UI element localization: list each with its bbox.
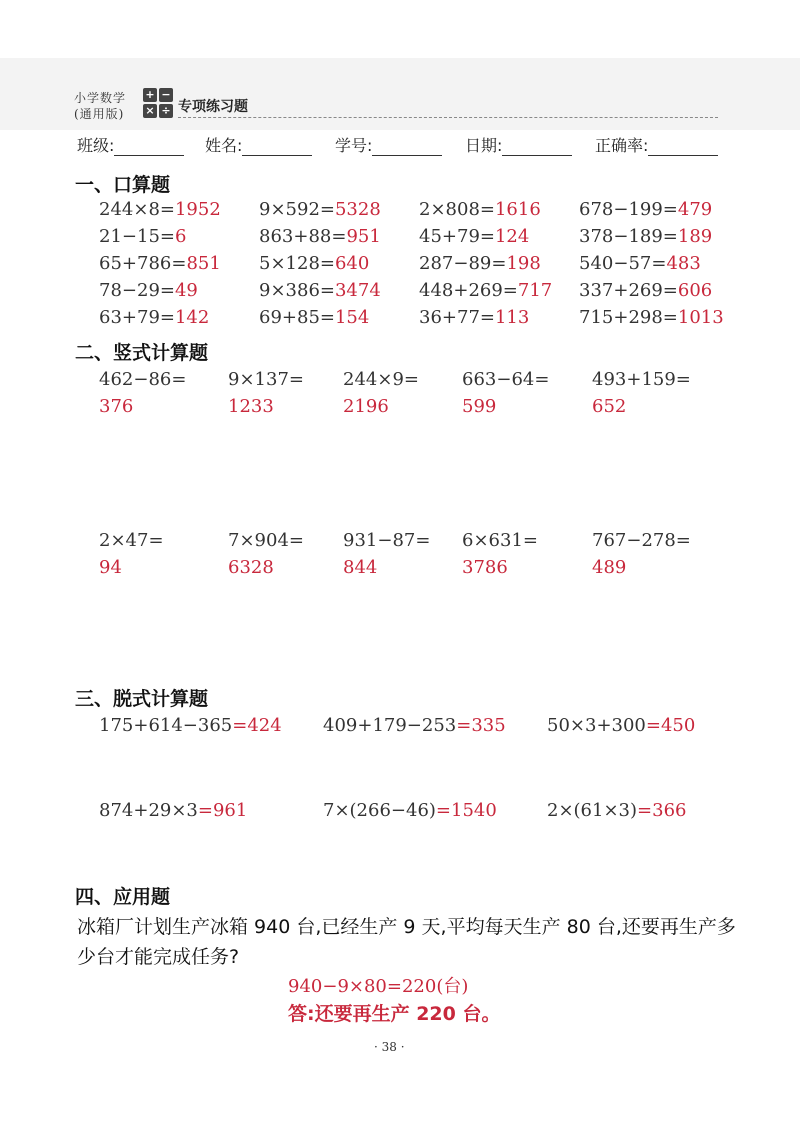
solution-equation: 940−9×80=220(台)	[288, 976, 469, 997]
name-field	[205, 133, 312, 156]
oral-problem: 5×128=640	[259, 253, 370, 274]
page-number: · 38 ·	[374, 1040, 405, 1054]
stepwise-problem: 409+179−253=335	[323, 715, 506, 736]
vertical-problem: 9×137=	[228, 369, 304, 390]
vertical-problem: 2×47=	[99, 530, 164, 551]
vertical-answer: 3786	[462, 557, 508, 578]
date-blank[interactable]	[502, 139, 572, 156]
section1-title: 一、口算题	[75, 174, 171, 196]
vertical-problem: 493+159=	[592, 369, 691, 390]
stepwise-problem: 2×(61×3)=366	[547, 800, 687, 821]
stepwise-problem: 7×(266−46)=1540	[323, 800, 497, 821]
oral-problem: 378−189=189	[579, 226, 713, 247]
vertical-answer: 1233	[228, 396, 274, 417]
minus-icon: −	[159, 88, 173, 102]
solution-answer: 答:还要再生产 220 台。	[288, 1003, 501, 1025]
vertical-problem: 244×9=	[343, 369, 419, 390]
student-info-row	[77, 133, 727, 155]
book-title-line1: 小学数学	[74, 91, 127, 105]
class-blank[interactable]	[114, 139, 184, 156]
oral-problem: 244×8=1952	[99, 199, 221, 220]
oral-problem: 36+77=113	[419, 307, 530, 328]
section4-title: 四、应用题	[75, 886, 171, 908]
vertical-problem: 6×631=	[462, 530, 538, 551]
vertical-problem: 931−87=	[343, 530, 431, 551]
oral-problem: 63+79=142	[99, 307, 210, 328]
oral-problem: 715+298=1013	[579, 307, 724, 328]
stepwise-problem: 874+29×3=961	[99, 800, 248, 821]
plus-icon: +	[143, 88, 157, 102]
book-title-line2: (通用版)	[74, 107, 125, 121]
vertical-answer: 652	[592, 396, 627, 417]
vertical-answer: 599	[462, 396, 497, 417]
vertical-answer: 489	[592, 557, 627, 578]
oral-problem: 287−89=198	[419, 253, 541, 274]
oral-problem: 540−57=483	[579, 253, 701, 274]
date-label: 日期:	[465, 136, 503, 155]
oral-problem: 2×808=1616	[419, 199, 541, 220]
oral-problem: 678−199=479	[579, 199, 713, 220]
class-field	[77, 133, 184, 156]
oral-problem: 65+786=851	[99, 253, 221, 274]
accuracy-field	[595, 133, 718, 156]
class-label: 班级:	[77, 136, 115, 155]
accuracy-label: 正确率:	[595, 136, 649, 155]
name-blank[interactable]	[242, 139, 312, 156]
stepwise-problem: 175+614−365=424	[99, 715, 282, 736]
arithmetic-ops-icon	[143, 88, 173, 118]
book-title	[74, 90, 126, 122]
oral-problem: 448+269=717	[419, 280, 553, 301]
student-no-field	[335, 133, 442, 156]
accuracy-blank[interactable]	[648, 139, 718, 156]
vertical-problem: 7×904=	[228, 530, 304, 551]
vertical-answer: 94	[99, 557, 122, 578]
oral-problem: 78−29=49	[99, 280, 198, 301]
oral-problem: 9×592=5328	[259, 199, 381, 220]
vertical-problem: 767−278=	[592, 530, 691, 551]
oral-problem: 45+79=124	[419, 226, 530, 247]
stepwise-problem: 50×3+300=450	[547, 715, 696, 736]
vertical-answer: 376	[99, 396, 134, 417]
oral-problem: 69+85=154	[259, 307, 370, 328]
section2-title: 二、竖式计算题	[75, 342, 209, 364]
oral-problem: 863+88=951	[259, 226, 381, 247]
vertical-problem: 663−64=	[462, 369, 550, 390]
vertical-problem: 462−86=	[99, 369, 187, 390]
student-no-blank[interactable]	[372, 139, 442, 156]
vertical-answer: 844	[343, 557, 378, 578]
vertical-answer: 6328	[228, 557, 274, 578]
header-divider	[178, 117, 718, 118]
times-icon: ×	[143, 104, 157, 118]
oral-problem: 9×386=3474	[259, 280, 381, 301]
date-field	[465, 133, 572, 156]
divide-icon: ÷	[159, 104, 173, 118]
word-problem-text: 冰箱厂计划生产冰箱 940 台,已经生产 9 天,平均每天生产 80 台,还要再生产多少台才能完成任务?	[77, 916, 736, 968]
oral-problem: 337+269=606	[579, 280, 713, 301]
name-label: 姓名:	[205, 136, 243, 155]
topic-title: 专项练习题	[178, 99, 248, 115]
student-no-label: 学号:	[335, 136, 373, 155]
section3-title: 三、脱式计算题	[75, 688, 209, 710]
vertical-answer: 2196	[343, 396, 389, 417]
oral-problem: 21−15=6	[99, 226, 187, 247]
